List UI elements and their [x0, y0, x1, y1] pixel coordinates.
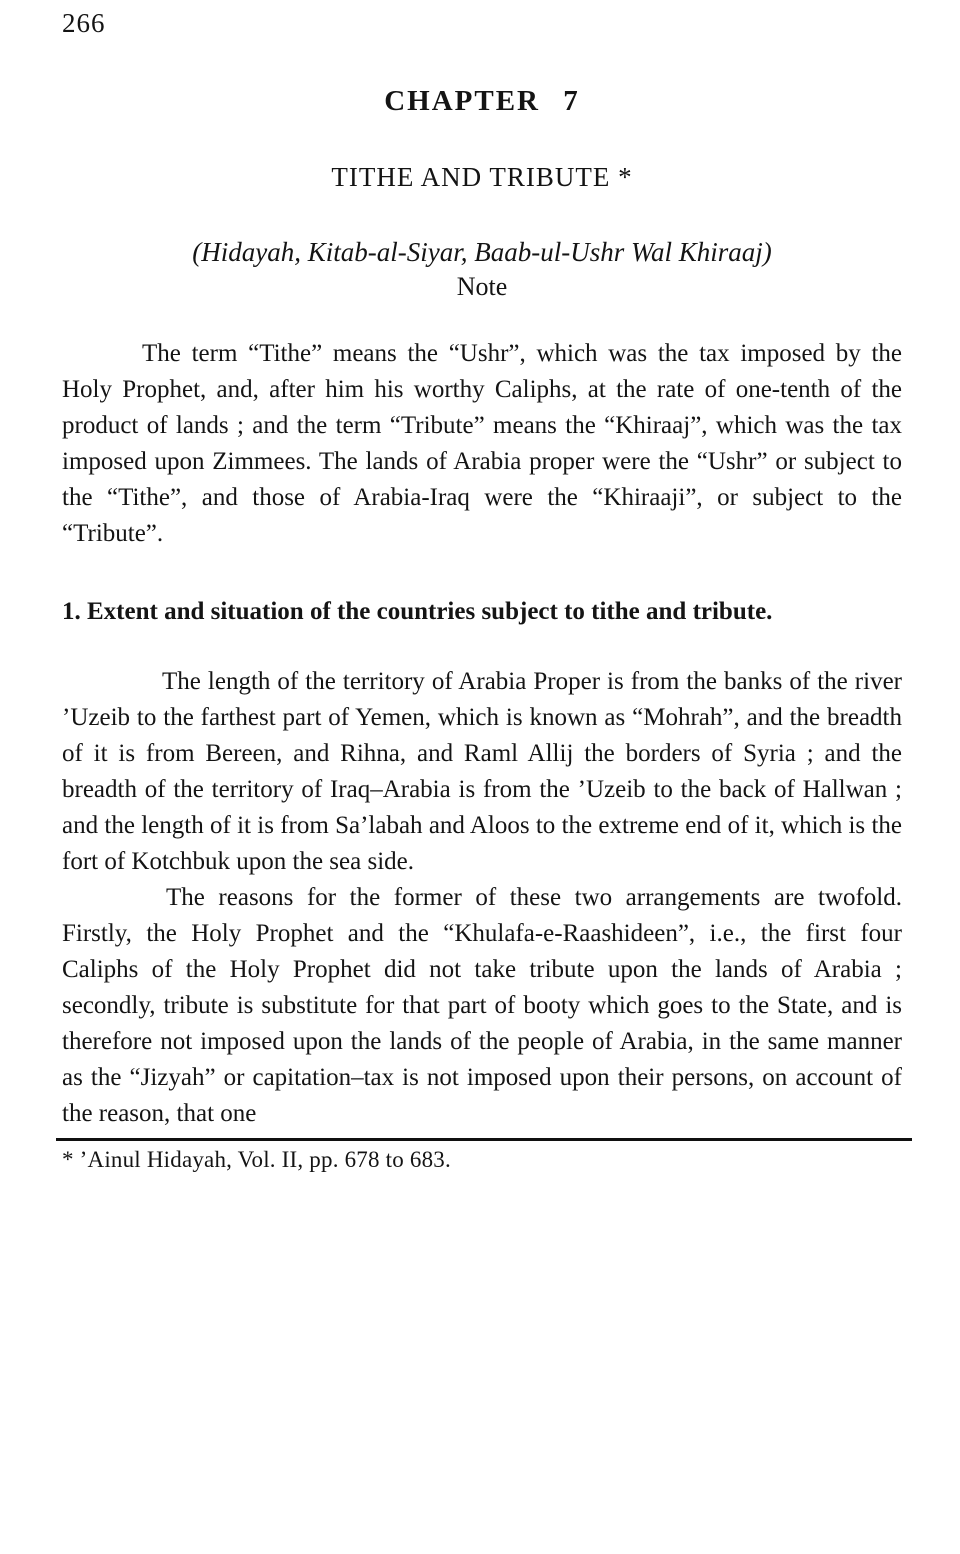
paragraph-territory: The length of the territory of Arabia Proper is from the banks of the river ’Uzeib to the farthest part of Yemen, which is known as “Mohrah”, and the breadth of it is from Bereen, and Rihna, and Raml Allij the borders of Syria ; and the breadth of the territory of Iraq–Arabia is from the ’Uzeib to the back of Hallwan ; and the length of it is from Sa’labah and Aloos to the extreme end of it, which is the fort of Kotchbuk upon the sea side.: [62, 668, 902, 875]
paragraph-reasons: The reasons for the former of these two arrangements are twofold. Firstly, the Holy Prophet and the “Khulafa-e-Raashideen”, i.e., the first four Caliphs of the Holy Prophet did not take tribute upon the lands of Arabia ; secondly, tribute is substitute for that part of booty which goes to the State, and is therefore not imposed upon the lands of the people of Arabia, in the same manner as the “Jizyah” or capitation–tax is not imposed upon their persons, on account of the reason, that one: [62, 884, 902, 1127]
note-label: Note: [456, 272, 508, 301]
source-citation: (Hidayah, Kitab-al-Siyar, Baab-ul-Ushr Wal Khiraaj): [192, 237, 772, 267]
page-number: 266: [62, 8, 106, 38]
footnote: * ’Ainul Hidayah, Vol. II, pp. 678 to 683.: [62, 1147, 451, 1172]
chapter-heading: CHAPTER 7: [384, 85, 580, 117]
chapter-title: TITHE AND TRIBUTE *: [331, 162, 633, 192]
footnote-divider: [56, 1138, 912, 1141]
paragraph-intro: The term “Tithe” means the “Ushr”, which was the tax imposed by the Holy Prophet, and, after him his worthy Caliphs, at the rate of one-tenth of the product of lands ; and the term “Tribute” means the “Khiraaj”, which was the tax imposed upon Zimmees. The lands of Arabia proper were the “Ushr” or subject to the “Tithe”, and those of Arabia-Iraq were the “Khiraaji”, or subject to the “Tribute”.: [62, 340, 902, 547]
section-heading: 1. Extent and situation of the countries subject to tithe and tribute.: [62, 598, 773, 625]
